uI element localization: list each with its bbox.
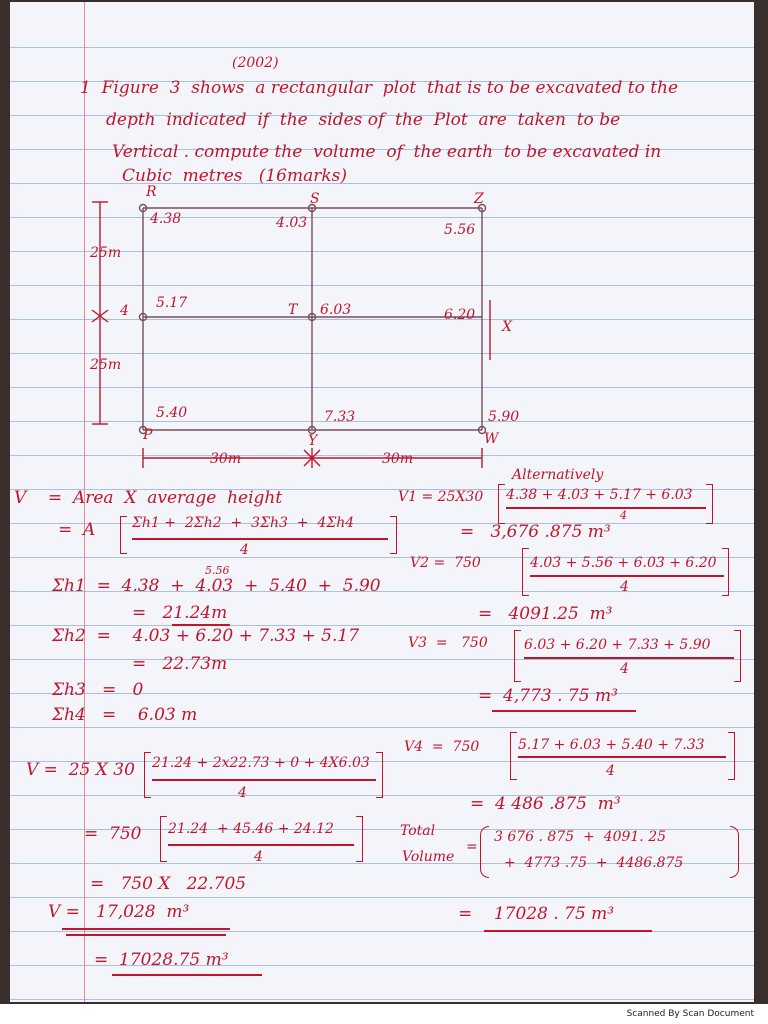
dim-marker: 4 (120, 303, 129, 319)
formula-line: V = Area X average height (14, 488, 283, 508)
v-calc-denominator: 4 (238, 785, 247, 801)
total-label-2: Volume (402, 849, 455, 865)
sum-h1-line: Σh1 = 4.38 + 4.03 + 5.40 + 5.90 (52, 576, 381, 596)
formula-numerator: Σh1 + 2Σh2 + 3Σh3 + 4Σh4 (132, 515, 355, 531)
question-line-1: 1 Figure 3 shows a rectangular plot that is to be excavated to the (80, 78, 679, 98)
depth-mid-right: 6.20 (444, 307, 476, 323)
label-Z: Z (474, 191, 484, 207)
v-result-line: V = 17,028 m³ (48, 902, 190, 922)
v4-result: = 4 486 .875 m³ (470, 794, 621, 814)
dim-right-width: 30m (382, 451, 414, 467)
v3-result: = 4,773 . 75 m³ (478, 686, 618, 706)
depth-mid-left: 5.17 (156, 295, 188, 311)
v1-bracket-left (498, 484, 505, 524)
v-750-bracket-right (356, 816, 363, 862)
v-calc-bracket-left (144, 752, 151, 798)
label-W: W (484, 431, 499, 447)
depth-S: 4.03 (276, 215, 308, 231)
correction-556: 5.56 (205, 564, 230, 577)
v-calc-prefix: V = 25 X 30 (26, 760, 135, 780)
depth-Y: 7.33 (324, 409, 356, 425)
dim-lower-height: 25m (90, 357, 122, 373)
final-right-result: = 17028 . 75 m³ (458, 904, 615, 924)
year-label: (2002) (232, 55, 279, 71)
question-line-2: depth indicated if the sides of the Plot are taken to be (106, 110, 621, 130)
formula-denominator: 4 (240, 542, 249, 558)
formula-bracket-left (120, 516, 127, 554)
v-750-numerator: 21.24 + 45.46 + 24.12 (168, 821, 334, 837)
v2-denominator: 4 (620, 579, 629, 595)
label-Y: Y (308, 433, 318, 449)
v3-denominator: 4 (620, 661, 629, 677)
sum-h2-result: = 22.73m (132, 654, 228, 674)
final-right-underline (484, 930, 652, 932)
v4-denominator: 4 (606, 763, 615, 779)
v2-numerator: 4.03 + 5.56 + 6.03 + 6.20 (530, 555, 717, 571)
question-line-4: Cubic metres (16marks) (122, 166, 348, 186)
v-750-prefix: = 750 (84, 824, 142, 844)
v1-prefix: V1 = 25X30 (398, 489, 484, 505)
label-T: T (288, 302, 298, 318)
v-750-fraction-bar (168, 844, 354, 846)
v4-prefix: V4 = 750 (404, 739, 480, 755)
v4-bracket-left (510, 732, 517, 780)
total-line-2: + 4773 .75 + 4486.875 (504, 855, 684, 871)
depth-T: 6.03 (320, 302, 352, 318)
depth-P: 5.40 (156, 405, 188, 421)
total-bracket-left (480, 826, 489, 878)
alternatively-label: Alternatively (512, 467, 604, 483)
v3-bracket-right (734, 630, 741, 682)
v3-bracket-left (514, 630, 521, 682)
v-calc-numerator: 21.24 + 2x22.73 + 0 + 4X6.03 (152, 755, 370, 771)
depth-R: 4.38 (150, 211, 182, 227)
v3-numerator: 6.03 + 6.20 + 7.33 + 5.90 (524, 637, 711, 653)
v-final-left: = 17028.75 m³ (94, 950, 229, 970)
v4-bracket-right (728, 732, 735, 780)
label-P: P (143, 427, 153, 443)
v4-fraction-bar (518, 756, 726, 758)
v4-numerator: 5.17 + 6.03 + 5.40 + 7.33 (518, 737, 705, 753)
v-calc-bracket-right (376, 752, 383, 798)
total-label-1: Total (400, 823, 436, 839)
question-line-3: Vertical . compute the volume of the earth to be excavated in (112, 142, 662, 162)
label-X: X (502, 319, 512, 335)
v-result-underline-2 (66, 934, 226, 936)
label-R: R (146, 184, 157, 200)
sum-h3-line: Σh3 = 0 (52, 680, 144, 700)
sum-h2-line: Σh2 = 4.03 + 6.20 + 7.33 + 5.17 (52, 626, 360, 646)
v-calc-fraction-bar (152, 779, 376, 781)
depth-W: 5.90 (488, 409, 520, 425)
v1-numerator: 4.38 + 4.03 + 5.17 + 6.03 (506, 487, 693, 503)
sum-h1-result: = 21.24m (132, 603, 228, 623)
scanner-watermark: Scanned By Scan Document (626, 1009, 754, 1019)
v2-fraction-bar (530, 575, 724, 577)
total-bracket-right (730, 826, 739, 878)
v2-bracket-left (522, 548, 529, 596)
dim-left-width: 30m (210, 451, 242, 467)
v2-result: = 4091.25 m³ (478, 604, 613, 624)
total-equals: = (466, 839, 478, 855)
v1-result: = 3,676 .875 m³ (460, 522, 611, 542)
v2-bracket-right (722, 548, 729, 596)
formula-A-prefix: = A (58, 520, 96, 540)
total-line-1: 3 676 . 875 + 4091. 25 (494, 829, 667, 845)
v3-fraction-bar (524, 657, 734, 659)
v-result-underline (62, 928, 230, 930)
v-product-line: = 750 X 22.705 (90, 874, 247, 894)
v2-prefix: V2 = 750 (410, 555, 481, 571)
depth-Z: 5.56 (444, 222, 476, 238)
formula-fraction-bar (132, 538, 388, 540)
v-final-left-underline (112, 974, 262, 976)
v-750-denominator: 4 (254, 849, 263, 865)
v3-result-underline (492, 710, 636, 712)
v-750-bracket-left (160, 816, 167, 862)
v1-fraction-bar (506, 507, 706, 509)
v3-prefix: V3 = 750 (408, 635, 488, 651)
dim-upper-height: 25m (90, 245, 122, 261)
v1-denominator: 4 (620, 509, 627, 522)
label-S: S (310, 191, 320, 207)
sum-h4-line: Σh4 = 6.03 m (52, 705, 198, 725)
formula-bracket-right (390, 516, 397, 554)
v1-bracket-right (706, 484, 713, 524)
